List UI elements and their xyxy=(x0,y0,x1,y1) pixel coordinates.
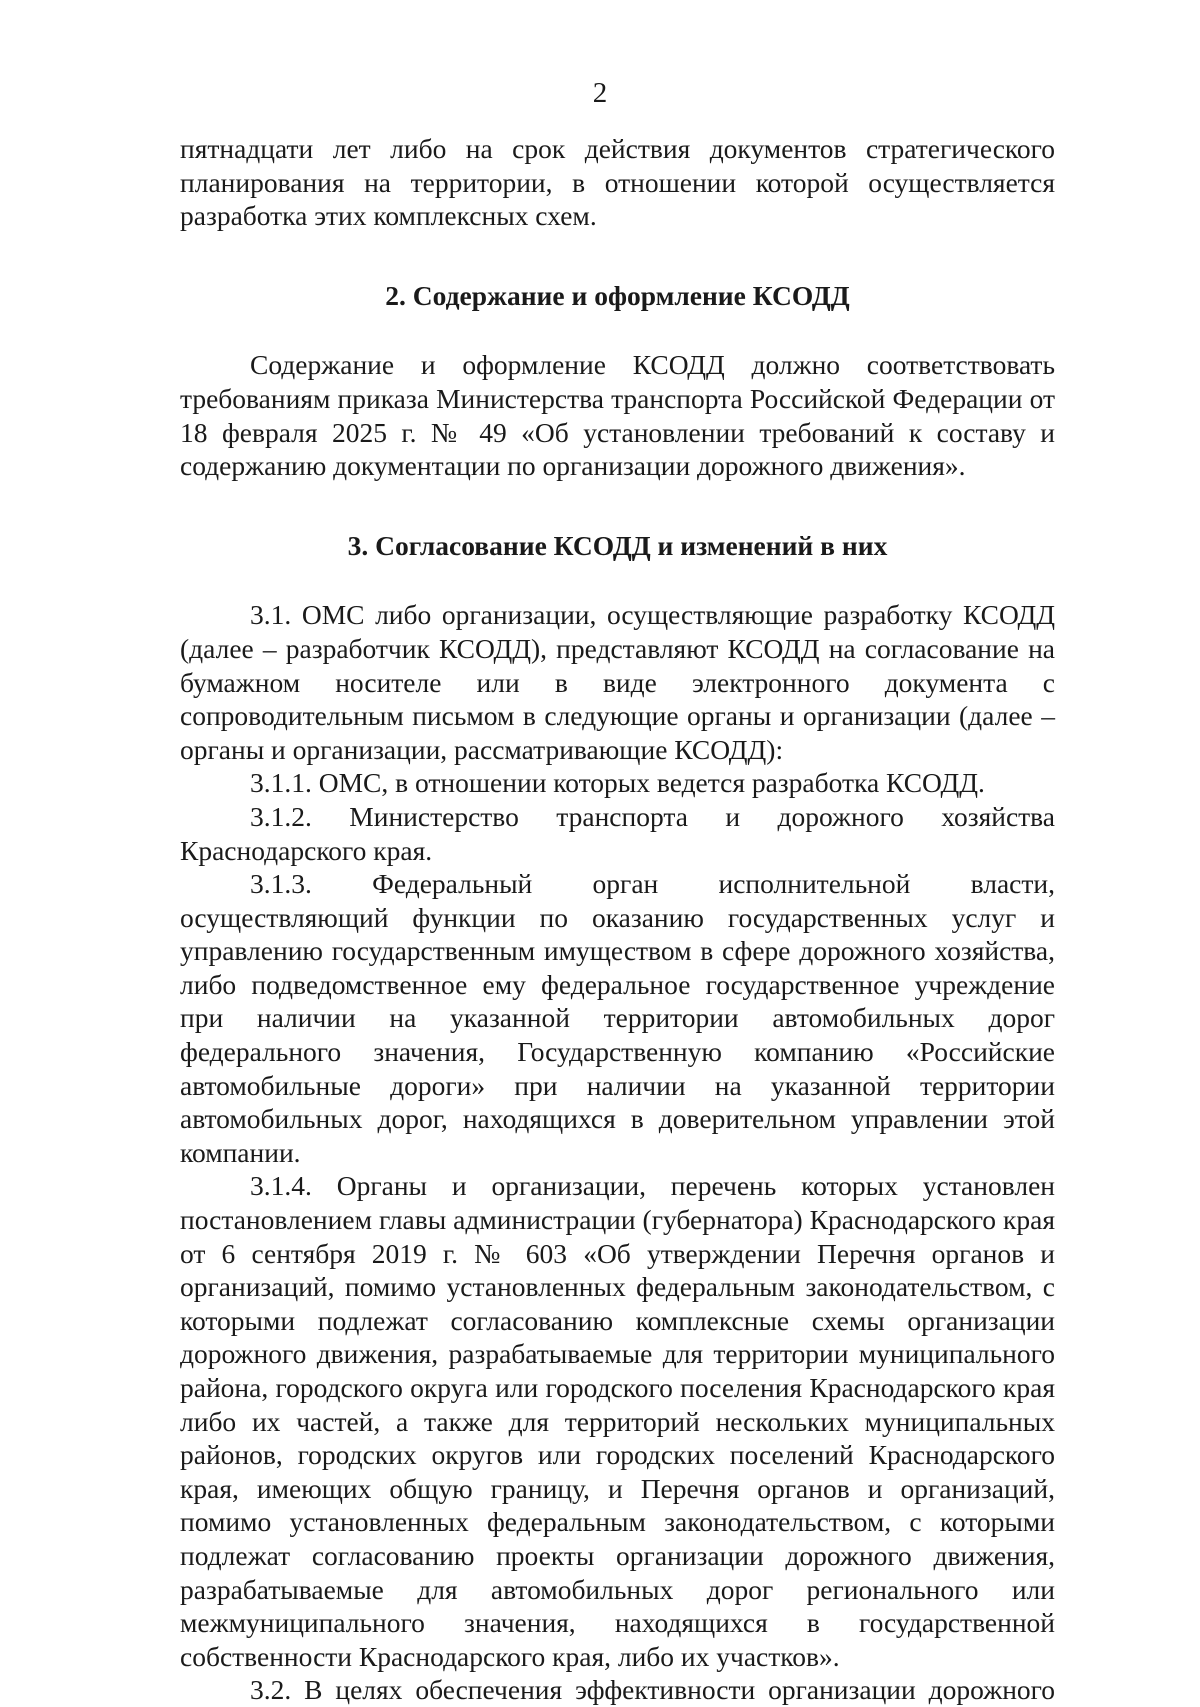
clause-3-1-1: 3.1.1. ОМС, в отношении которых ведется разработка КСОДД. xyxy=(250,767,985,799)
section-2-paragraph: Содержание и оформление КСОДД должно соответствовать требованиям приказа Министерства транспорта Российской Федерации от 18 февраля 2025 г. № 49 «Об установлении требований к составу и содержанию документации по организации дорожного движения». xyxy=(180,349,1055,482)
section-3-heading: 3. Согласование КСОДД и изменений в них xyxy=(347,529,888,561)
section-2-heading: 2. Содержание и оформление КСОДД xyxy=(385,279,850,311)
page-number: 2 xyxy=(592,77,608,109)
clause-3-1: 3.1. ОМС либо организации, осуществляющие разработку КСОДД (далее – разработчик КСОДД), представляют КСОДД на согласование на бумажном носителе или в виде электронного документа с сопроводительным письмом в следующие органы и организации (далее – органы и организации, рассматривающие КСОДД): xyxy=(180,599,1055,765)
clause-3-1-3: 3.1.3. Федеральный орган исполнительной власти, осуществляющий функции по оказанию государственных услуг и управлению государственным имуществом в сфере дорожного хозяйства, либо подведомственное ему федеральное государственное учреждение при наличии на указанной территории автомобильных дорог федерального значения, Государственную компанию «Российские автомобильные дороги» при наличии на указанной территории автомобильных дорог, находящихся в доверительном управлении этой компании. xyxy=(180,868,1055,1168)
document-body xyxy=(180,132,1055,1707)
clause-3-1-4: 3.1.4. Органы и организации, перечень которых установлен постановлением главы администрации (губернатора) Краснодарского края от 6 сентября 2019 г. № 603 «Об утверждении Перечня органов и организаций, помимо установленных федеральным законодательством, с которыми подлежат согласованию комплексные схемы организации дорожного движения, разрабатываемые для территории муниципального района, городского округа или городского поселения Краснодарского края либо их частей, а также для территорий нескольких муниципальных районов, городских округов или городских поселений Краснодарского края, имеющих общую границу, и Перечня органов и организаций, помимо установленных федеральным законодательством, с которыми подлежат согласованию проекты организации дорожного движения, разрабатываемые для автомобильных дорог регионального или межмуниципального значения, находящихся в государственной собственности Краснодарского края, либо их участков». xyxy=(180,1170,1055,1672)
intro-paragraph: пятнадцати лет либо на срок действия документов стратегического планирования на территории, в отношении которой осуществляется разработка этих комплексных схем. xyxy=(180,133,1055,232)
clause-3-1-2: 3.1.2. Министерство транспорта и дорожного хозяйства Краснодарского края. xyxy=(180,800,1055,866)
clause-3-2: 3.2. В целях обеспечения эффективности организации дорожного xyxy=(250,1674,1055,1706)
